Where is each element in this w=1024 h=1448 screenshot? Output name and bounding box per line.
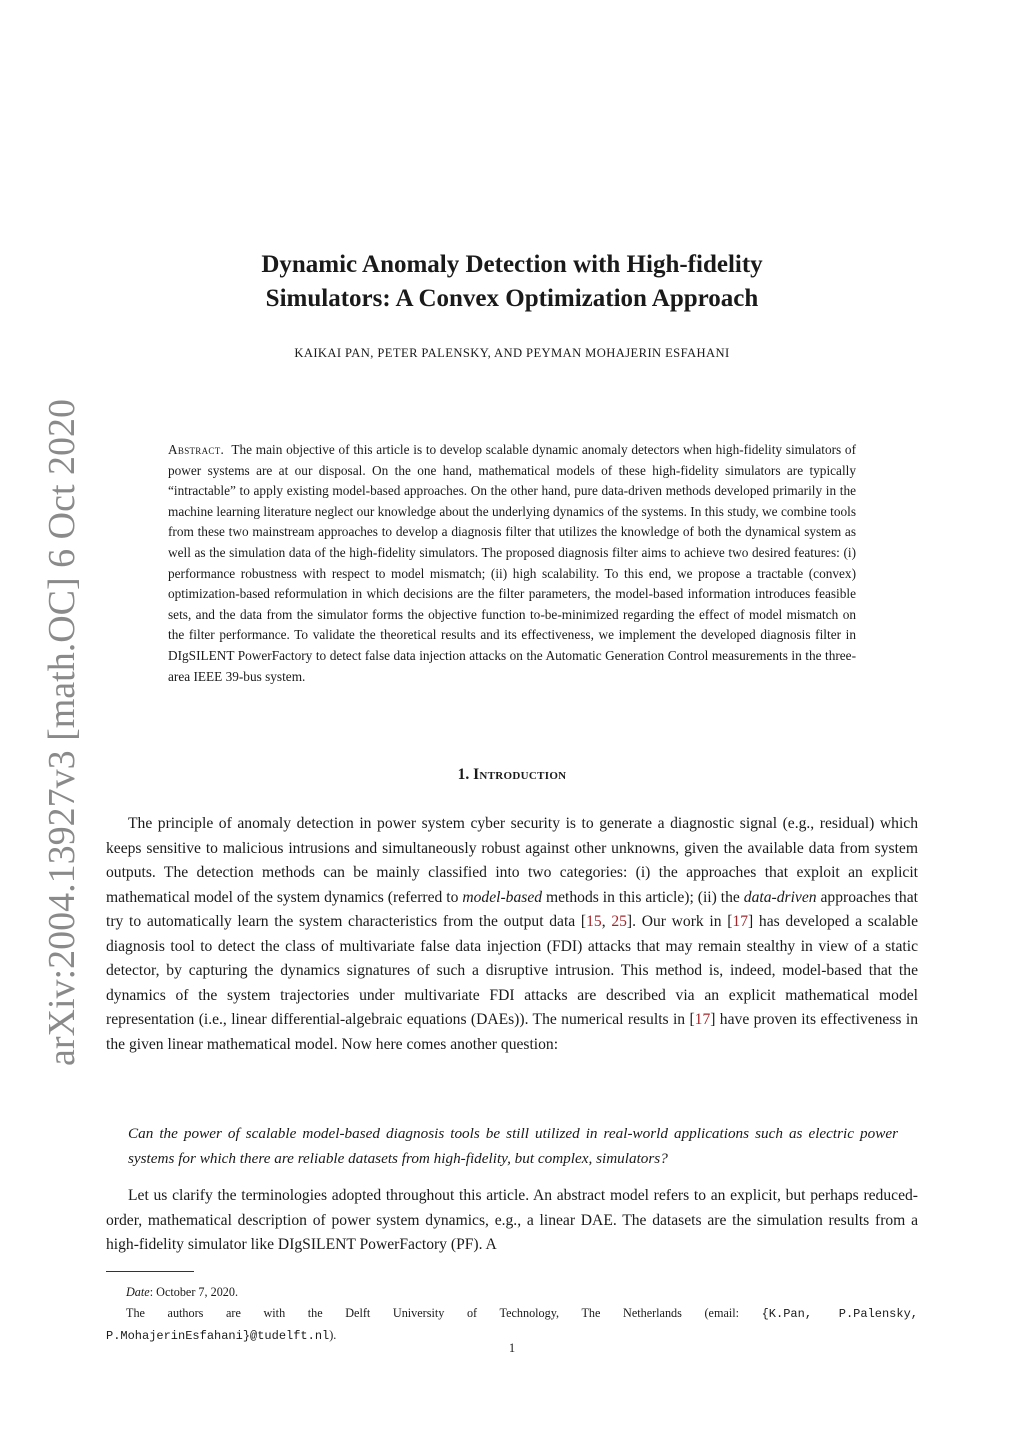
affiliation-end: ). xyxy=(329,1328,337,1342)
citation-separator: , xyxy=(601,913,612,930)
intro-text-3: approaches that try to automatically learn the system characteristics from the output data [ xyxy=(106,888,918,930)
date-label: Date xyxy=(126,1285,150,1299)
citation-link[interactable]: 25 xyxy=(611,913,627,930)
footnote-date xyxy=(106,1282,918,1303)
terminology-paragraph: Let us clarify the terminologies adopted throughout this article. An abstract model refers to an explicit, but perhaps reduced-order, mathematical description of power system dynamics, e.g., a linear DAE. The datasets are the simulation results from a high-fidelity simulator like DIgSILENT PowerFactory (PF). A xyxy=(106,1187,918,1253)
abstract-heading: Abstract. xyxy=(168,442,225,457)
abstract xyxy=(168,440,856,687)
citation-link[interactable]: 15 xyxy=(586,913,602,930)
section-title: Introduction xyxy=(473,766,567,783)
date-value: : October 7, 2020. xyxy=(149,1285,239,1299)
paper-title xyxy=(150,248,874,316)
intro-paragraph xyxy=(106,812,918,1057)
footnote-divider xyxy=(106,1271,194,1272)
intro-text-1: The principle of anomaly detection in power system cyber security is to generate a diagnostic signal (e.g., residual) which keeps sensitive to malicious intrusions and simultaneously robust against other unknowns, given the available data from system outputs. The detection methods can be mainly classified into two categories: (i) the approaches that exploit an explicit mathematical model of the system dynamics (referred to xyxy=(106,815,918,906)
footnote-affiliation xyxy=(106,1303,918,1325)
title-line-1: Dynamic Anomaly Detection with High-fidelity xyxy=(261,251,763,278)
section-heading-introduction xyxy=(150,766,874,784)
author-list: KAIKAI PAN, PETER PALENSKY, AND PEYMAN MOHAJERIN ESFAHANI xyxy=(294,346,730,360)
intro-text-2: methods in this article); (ii) the xyxy=(542,888,744,906)
term-model-based: model-based xyxy=(462,888,543,906)
abstract-text: The main objective of this article is to develop scalable dynamic anomaly detectors when high-fidelity simulators of power systems are at our disposal. On the one hand, mathematical models of these high-fidelity simulators are typically “intractable” to apply existing model-based approaches. On the other hand, pure data-driven methods developed primarily in the machine learning literature neglect our knowledge about the underlying dynamics of the systems. In this study, we combine tools from these two mainstream approaches to develop a diagnosis filter that utilizes the knowledge of both the dynamical system as well as the simulation data of the high-fidelity simulators. The proposed diagnosis filter aims to achieve two desired features: (i) performance robustness with respect to model mismatch; (ii) high scalability. To this end, we propose a tractable (convex) optimization-based reformulation in which decisions are the filter parameters, the model-based information introduces feasible sets, and the data from the simulator forms the objective function to-be-minimized regarding the effect of model mismatch on the filter performance. To validate the theoretical results and its effectiveness, we implement the developed diagnosis filter in DIgSILENT PowerFactory to detect false data injection attacks on the Automatic Generation Control measurements in the three-area IEEE 39-bus system. xyxy=(168,442,856,684)
term-data-driven: data-driven xyxy=(743,888,817,906)
author-emails-domain[interactable]: P.MohajerinEsfahani}@tudelft.nl xyxy=(106,1329,330,1343)
page-number: 1 xyxy=(508,1341,516,1355)
intro-text-6: ] have proven its effectiveness in the given linear mathematical model. Now here comes another question: xyxy=(106,1011,918,1053)
intro-text-5: ] has developed a scalable diagnosis tool to detect the class of multivariate false data injection (FDI) attacks that may remain stealthy in view of a static detector, by capturing the dynamics signatures of such a disruptive intrusion. This method is, indeed, model-based that the dynamics of the system trajectories under multivariate FDI attacks are described via an explicit mathematical model representation (i.e., linear differential-algebraic equations (DAEs)). The numerical results in [ xyxy=(106,913,919,1028)
section-number: 1. xyxy=(457,766,470,783)
title-line-2: Simulators: A Convex Optimization Approach xyxy=(265,285,759,312)
citation-link[interactable]: 17 xyxy=(732,913,749,930)
intro-text-4: ]. Our work in [ xyxy=(626,913,733,930)
author-emails[interactable]: {K.Pan, P.Palensky, xyxy=(761,1307,918,1321)
arxiv-identifier-stamp[interactable]: arXiv:2004.13927v3 [math.OC] 6 Oct 2020 xyxy=(41,398,83,1066)
footnotes xyxy=(106,1282,918,1347)
research-question: Can the power of scalable model-based diagnosis tools be still utilized in real-world applications such as electric power systems for which there are reliable datasets from high-fidelity, but complex, simulators? xyxy=(128,1125,898,1167)
affiliation-text: The authors are with the Delft University of Technology, The Netherlands (email: xyxy=(126,1306,762,1320)
citation-link[interactable]: 17 xyxy=(694,1011,711,1028)
